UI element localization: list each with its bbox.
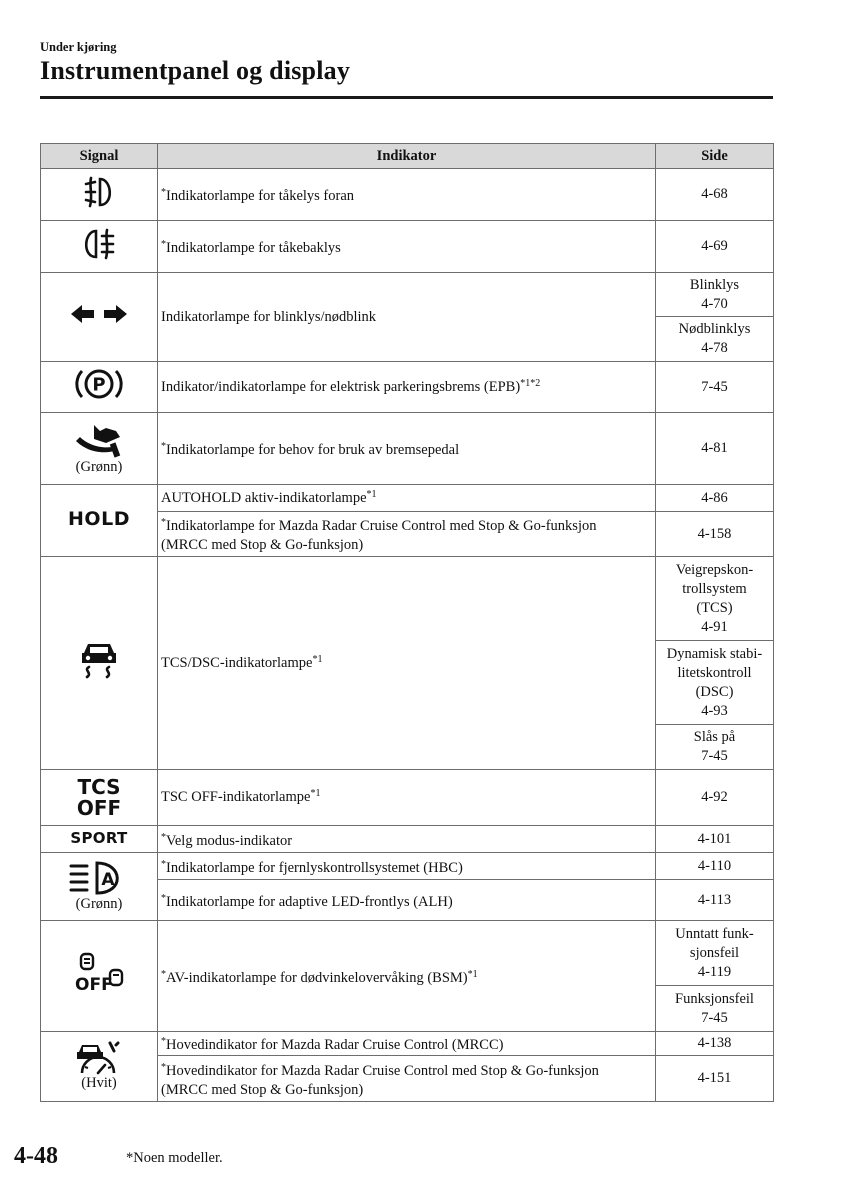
indicator-cell <box>158 557 656 770</box>
indicator-cell <box>158 1032 656 1056</box>
page-cell <box>656 557 774 641</box>
page-cell: 4-158 <box>656 512 774 557</box>
asterisk: * <box>161 187 166 198</box>
icon-caption: (Grønn) <box>75 896 123 912</box>
icon-caption: (Hvit) <box>81 1075 117 1091</box>
asterisk: * <box>161 831 166 843</box>
page-title: Instrumentpanel og display <box>40 56 351 85</box>
asterisk: * <box>161 441 166 452</box>
indicator-text: Indikatorlampe for fjernlyskontrollsystemet (HBC) <box>166 859 463 876</box>
page-number: 4-91 <box>701 618 728 635</box>
footnote-ref: *1 <box>366 488 377 500</box>
table-row <box>41 221 774 273</box>
table-header-row <box>41 144 774 169</box>
indicator-cell <box>158 362 656 413</box>
page-cell: 7-45 <box>656 362 774 413</box>
indicator-text: TSC OFF-indikatorlampe <box>161 789 311 805</box>
indicator-cell <box>158 921 656 1032</box>
blind-spot-off-icon <box>71 952 127 994</box>
page-cell <box>656 641 774 725</box>
page-cell: 4-86 <box>656 485 774 512</box>
indicator-cell <box>158 413 656 485</box>
indicator-table <box>40 143 774 1102</box>
signal-cell <box>41 1032 158 1102</box>
page-cell: 4-69 <box>656 221 774 273</box>
indicator-text: Indikatorlampe for adaptive LED-frontlys (ALH) <box>166 893 453 910</box>
page-cell: 4-113 <box>656 880 774 921</box>
page-number: 4-78 <box>701 340 728 356</box>
table-row <box>41 921 774 986</box>
page-label: litetskontroll <box>677 664 752 681</box>
table-row <box>41 413 774 485</box>
signal-cell <box>41 221 158 273</box>
page-label: Nødblinklys <box>678 321 751 337</box>
indicator-text: Indikatorlampe for Mazda Radar Cruise Control med Stop & Go-funksjon <box>166 518 597 534</box>
brake-pedal-foot-icon <box>72 421 126 459</box>
page-cell: 4-151 <box>656 1056 774 1102</box>
sport-symbol: SPORT <box>70 829 128 847</box>
header-signal: Signal <box>41 144 158 169</box>
indicator-cell <box>158 169 656 221</box>
indicator-text: Velg modus-indikator <box>166 832 293 849</box>
asterisk: * <box>161 517 166 528</box>
table-row <box>41 169 774 221</box>
skidding-car-icon <box>79 639 119 681</box>
indicator-text: Indikatorlampe for behov for bruk av bremsepedal <box>166 442 460 458</box>
asterisk: * <box>161 1061 166 1073</box>
hold-symbol: HOLD <box>68 508 130 530</box>
page-cell <box>656 273 774 317</box>
page-cell <box>656 317 774 362</box>
page-label: (DSC) <box>695 683 734 700</box>
indicator-cell <box>158 273 656 362</box>
indicator-text: Indikatorlampe for tåkelys foran <box>166 188 355 204</box>
page-number-footer: 4-48 <box>14 1143 58 1169</box>
table-row <box>41 826 774 853</box>
page-label: trollsystem <box>682 580 747 597</box>
table-row <box>41 362 774 413</box>
page-label: Slås på <box>693 729 736 745</box>
page-cell: 4-138 <box>656 1032 774 1056</box>
signal-cell <box>41 770 158 826</box>
rear-fog-light-icon <box>79 226 119 262</box>
indicator-cell <box>158 485 656 512</box>
page-cell: 4-101 <box>656 826 774 853</box>
signal-cell <box>41 921 158 1032</box>
table-row <box>41 557 774 641</box>
footnote-ref: *1*2 <box>520 377 541 389</box>
page-label: Unntatt funk- <box>675 925 754 942</box>
indicator-text: Hovedindikator for Mazda Radar Cruise Control (MRCC) <box>166 1037 504 1053</box>
page-cell: 4-92 <box>656 770 774 826</box>
signal-cell <box>41 413 158 485</box>
tcs-symbol: TCS <box>77 774 121 799</box>
page-cell: 4-110 <box>656 853 774 880</box>
signal-cell <box>41 557 158 770</box>
signal-cell <box>41 485 158 557</box>
asterisk: * <box>161 1036 166 1047</box>
indicator-cell <box>158 853 656 880</box>
page-cell: 4-81 <box>656 413 774 485</box>
section-label: Under kjøring <box>40 40 117 54</box>
parking-brake-icon <box>71 364 127 404</box>
indicator-cell <box>158 221 656 273</box>
indicator-text: AUTOHOLD aktiv-indikatorlampe <box>161 489 367 506</box>
indicator-text: AV-indikatorlampe for dødvinkelovervåking (BSM) <box>166 969 468 986</box>
indicator-cell <box>158 770 656 826</box>
asterisk: * <box>161 858 166 870</box>
svg-text:OFF: OFF <box>75 975 113 994</box>
indicator-text: TCS/DSC-indikatorlampe <box>161 654 313 671</box>
page-cell <box>656 986 774 1032</box>
footnote-ref: *1 <box>312 653 323 665</box>
icon-caption: (Grønn) <box>75 459 123 475</box>
signal-cell <box>41 169 158 221</box>
signal-cell <box>41 826 158 853</box>
page-label: (TCS) <box>696 599 733 616</box>
front-fog-light-icon <box>79 174 119 210</box>
header-indicator: Indikator <box>158 144 656 169</box>
radar-cruise-icon <box>76 1041 122 1075</box>
indicator-cell <box>158 1056 656 1102</box>
page-number: 4-119 <box>697 963 732 980</box>
signal-cell <box>41 853 158 921</box>
signal-cell <box>41 273 158 362</box>
svg-text:A: A <box>101 870 115 890</box>
page-number: 4-70 <box>701 295 728 312</box>
page-cell <box>656 921 774 986</box>
page-label: sjonsfeil <box>689 944 740 961</box>
footnote: *Noen modeller. <box>126 1150 223 1166</box>
footnote-ref: *1 <box>467 968 478 980</box>
page-label: Blinklys <box>689 276 740 293</box>
table-row <box>41 273 774 317</box>
page-number: 7-45 <box>701 1009 728 1026</box>
high-beam-auto-icon <box>68 860 130 896</box>
indicator-cell <box>158 512 656 557</box>
title-rule <box>40 96 773 99</box>
signal-cell <box>41 362 158 413</box>
page-cell: 4-68 <box>656 169 774 221</box>
header-page: Side <box>656 144 774 169</box>
asterisk: * <box>161 968 166 980</box>
indicator-text: (MRCC med Stop & Go-funksjon) <box>161 537 364 553</box>
indicator-text: Hovedindikator for Mazda Radar Cruise Control med Stop & Go-funksjon <box>166 1062 599 1079</box>
page-cell <box>656 725 774 770</box>
footnote-ref: *1 <box>310 788 321 799</box>
indicator-text: (MRCC med Stop & Go-funksjon) <box>161 1081 364 1098</box>
off-symbol: OFF <box>76 795 122 820</box>
page-label: Dynamisk stabi- <box>666 645 763 662</box>
table-row <box>41 1032 774 1056</box>
turn-signal-arrows-icon <box>69 302 129 326</box>
page-label: Veigrepskon- <box>675 561 754 578</box>
table-row <box>41 853 774 880</box>
table-row <box>41 485 774 512</box>
svg-text:P: P <box>92 374 106 396</box>
page-number: 7-45 <box>701 748 728 764</box>
indicator-cell <box>158 826 656 853</box>
asterisk: * <box>161 892 166 904</box>
indicator-text: Indikatorlampe for blinklys/nødblink <box>161 308 377 325</box>
indicator-cell <box>158 880 656 921</box>
indicator-text: Indikator/indikatorlampe for elektrisk parkeringsbrems (EPB) <box>161 378 521 395</box>
asterisk: * <box>161 239 166 250</box>
indicator-text: Indikatorlampe for tåkebaklys <box>166 240 341 256</box>
page-number: 4-93 <box>701 702 728 719</box>
table-row <box>41 770 774 826</box>
page-label: Funksjonsfeil <box>675 990 754 1007</box>
